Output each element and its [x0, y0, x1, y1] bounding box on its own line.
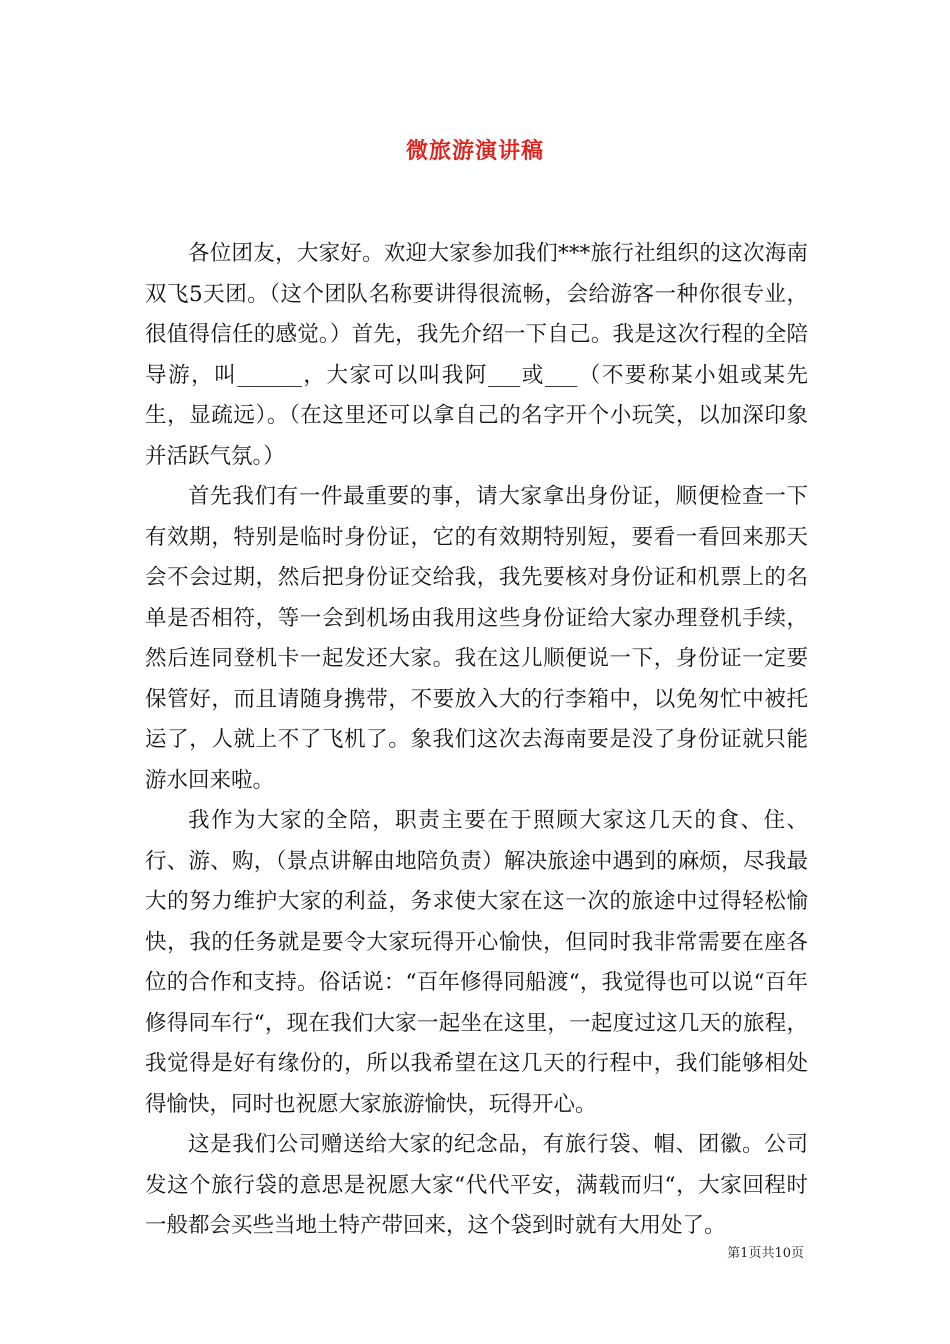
document-title: 微旅游演讲稿 — [405, 138, 544, 164]
paragraph-souvenir: 这是我们公司赠送给大家的纪念品，有旅行袋、帽、团徽。公司发这个旅行袋的意思是祝愿大家“代代平安，满载而归“，大家回程时一般都会买些当地土特产带回来，这个袋到时就有大用处了。 — [145, 1132, 808, 1238]
paragraph-guide-duty: 我作为大家的全陪，职责主要在于照顾大家这几天的食、住、行、游、购，（景点讲解由地陪负责）解决旅途中遇到的麻烦，尽我最大的努力维护大家的利益，务求使大家在这一次的旅途中过得轻松愉快，我的任务就是要令大家玩得开心愉快，但同时我非常需要在座各位的合作和支持。俗话说：“百年修得同船渡“，我觉得也可以说“百年修得同车行“，现在我们大家一起坐在这里，一起度过这几天的旅程，我觉得是好有缘份的，所以我希望在这几天的行程中，我们能够相处得愉快，同时也祝愿大家旅游愉快，玩得开心。 — [145, 808, 808, 1117]
document-body — [145, 234, 808, 1247]
paragraph-id-card: 首先我们有一件最重要的事，请大家拿出身份证，顺便检查一下有效期，特别是临时身份证，它的有效期特别短，要看一看回来那天会不会过期，然后把身份证交给我，我先要核对身份证和机票上的名单是否相符，等一会到机场由我用这些身份证给大家办理登机手续，然后连同登机卡一起发还大家。我在这儿顺便说一下，身份证一定要保管好，而且请随身携带，不要放入大的行李箱中，以免匆忙中被托运了，人就上不了飞机了。象我们这次去海南要是没了身份证就只能游水回来啦。 — [145, 484, 808, 793]
paragraph-greeting: 各位团友，大家好。欢迎大家参加我们***旅行社组织的这次海南双飞5天团。（这个团队名称要讲得很流畅，会给游客一种你很专业，很值得信任的感觉。）首先，我先介绍一下自己。我是这次行程的全陪导游，叫______，大家可以叫我阿___或___（不要称某小姐或某先生，显疏远）。（在这里还可以拿自己的名字开个小玩笑，以加深印象并活跃气氛。） — [145, 241, 808, 469]
page-number: 第1页共10页 — [727, 1246, 804, 1261]
